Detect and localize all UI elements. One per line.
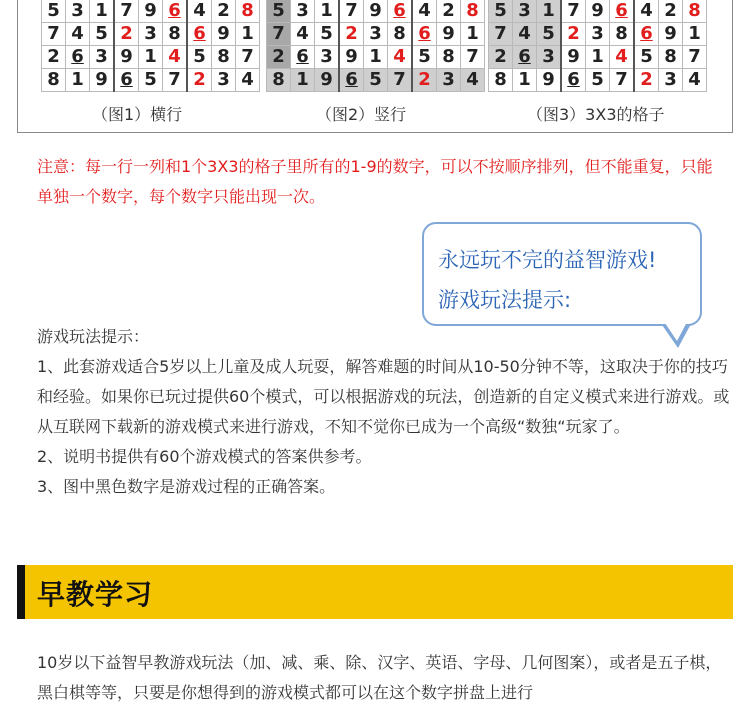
grid-cell: 9 (90, 69, 115, 92)
grid-cell: 4 (187, 0, 212, 23)
grid-cell: 8 (489, 69, 513, 92)
grid-cell: 6 (339, 69, 364, 92)
caption-boxes: （图3）3X3的格子 (527, 105, 665, 124)
tips-heading: 游戏玩法提示： (37, 327, 150, 346)
bubble-line-2: 游戏玩法提示: (438, 288, 572, 312)
grid-cell: 6 (610, 0, 635, 23)
grid-cell: 9 (315, 69, 340, 92)
grid-cell: 2 (634, 69, 659, 92)
grid-cell: 6 (187, 23, 212, 46)
grid-row (489, 0, 707, 23)
grid-cell: 3 (659, 69, 683, 92)
grid-cell: 7 (561, 0, 586, 23)
grid-cell: 9 (114, 46, 139, 69)
grid-cell: 3 (437, 69, 461, 92)
grid-cell: 6 (388, 0, 413, 23)
grid-cell: 2 (659, 0, 683, 23)
grid-cell: 5 (42, 0, 66, 23)
grid-cell: 1 (90, 0, 115, 23)
banner-accent-bar (17, 565, 25, 619)
grid-cell: 1 (236, 23, 260, 46)
grid-cell: 1 (66, 69, 90, 92)
grid-cell: 5 (187, 46, 212, 69)
grid-cell: 7 (163, 69, 188, 92)
grid-row (42, 0, 260, 23)
grid-cell: 7 (339, 0, 364, 23)
grid-cell: 8 (610, 23, 635, 46)
grid-cell: 6 (634, 23, 659, 46)
grid-cell: 7 (236, 46, 260, 69)
grid-cell: 2 (114, 23, 139, 46)
grid-cell: 9 (659, 23, 683, 46)
grid-cell: 1 (291, 69, 315, 92)
grid-cell: 5 (364, 69, 388, 92)
grid-cell: 7 (461, 46, 485, 69)
grid-row (267, 0, 485, 23)
grid-cell: 2 (412, 69, 437, 92)
section-title: 早教学习 (37, 578, 154, 611)
grid-row (489, 69, 707, 92)
grid-cell: 3 (315, 46, 340, 69)
grid-cell: 7 (42, 23, 66, 46)
speech-bubble (422, 222, 702, 326)
grid-cell: 3 (291, 0, 315, 23)
grid-cell: 4 (461, 69, 485, 92)
grid-cell: 9 (364, 0, 388, 23)
grid-cell: 1 (364, 46, 388, 69)
grid-cell: 9 (586, 0, 610, 23)
grid-cell: 5 (139, 69, 163, 92)
grid-cell: 4 (388, 46, 413, 69)
grid-cell: 6 (513, 46, 537, 69)
grid-cell: 3 (66, 0, 90, 23)
grid-cell: 6 (114, 69, 139, 92)
grid-cell: 4 (683, 69, 707, 92)
grid-cell: 5 (315, 23, 340, 46)
grid-row (489, 46, 707, 69)
grid-cell: 7 (489, 23, 513, 46)
grid-cell: 7 (610, 69, 635, 92)
grid-row (267, 69, 485, 92)
bubble-line-1: 永远玩不完的益智游戏! (438, 248, 657, 272)
grid-cell: 3 (364, 23, 388, 46)
grid-cell: 5 (90, 23, 115, 46)
grid-cell: 8 (163, 23, 188, 46)
grid-cell: 8 (659, 46, 683, 69)
tips-item-1: 1、此套游戏适合5岁以上儿童及成人玩耍，解答难题的时间从10-50分钟不等，这取决于你的技巧和经验。如果你已玩过提供60个模式，可以根据游戏的玩法，创造新的自定义模式来进行游戏。或从互联网下载新的游戏模式来进行游戏，不知不觉你已成为一个高级“数独“玩家了。 (37, 357, 730, 436)
grid-cell: 9 (139, 0, 163, 23)
sudoku-grid-columns (266, 0, 485, 92)
grid-cell: 7 (267, 23, 291, 46)
grid-cell: 6 (163, 0, 188, 23)
grid-cell: 7 (388, 69, 413, 92)
grid-cell: 5 (634, 46, 659, 69)
section-banner (17, 565, 733, 619)
grid-cell: 2 (339, 23, 364, 46)
grid-cell: 4 (610, 46, 635, 69)
grid-cell: 1 (586, 46, 610, 69)
grid-cell: 1 (537, 0, 562, 23)
grid-cell: 2 (489, 46, 513, 69)
rules-note: 注意：每一行一列和1个3X3的格子里所有的1-9的数字，可以不按顺序排列，但不能重复，只能单独一个数字，每个数字只能出现一次。 (37, 157, 713, 206)
grid-cell: 3 (537, 46, 562, 69)
grid-row (267, 46, 485, 69)
grid-cell: 1 (683, 23, 707, 46)
grid-cell: 7 (114, 0, 139, 23)
grid-cell: 4 (513, 23, 537, 46)
grid-cell: 4 (236, 69, 260, 92)
grid-cell: 4 (412, 0, 437, 23)
grid-cell: 2 (561, 23, 586, 46)
grid-cell: 9 (561, 46, 586, 69)
grid-cell: 2 (187, 69, 212, 92)
grid-cell: 8 (236, 0, 260, 23)
grid-cell: 2 (437, 0, 461, 23)
grid-cell: 4 (291, 23, 315, 46)
grid-row (42, 23, 260, 46)
grid-cell: 7 (683, 46, 707, 69)
grid-row (42, 46, 260, 69)
grid-cell: 9 (437, 23, 461, 46)
grid-cell: 4 (66, 23, 90, 46)
grid-cell: 5 (267, 0, 291, 23)
grid-cell: 1 (315, 0, 340, 23)
grid-cell: 8 (461, 0, 485, 23)
tips-section (37, 322, 737, 502)
grid-cell: 6 (66, 46, 90, 69)
grid-cell: 2 (212, 0, 236, 23)
grid-cell: 8 (267, 69, 291, 92)
tips-item-2: 2、说明书提供有60个游戏模式的答案供参考。 (37, 447, 372, 466)
sudoku-grid-rows (41, 0, 260, 92)
grid-cell: 9 (537, 69, 562, 92)
grid-row (489, 23, 707, 46)
grid-cell: 3 (586, 23, 610, 46)
grid-cell: 8 (437, 46, 461, 69)
caption-columns: （图2）竖行 (316, 105, 407, 124)
grid-cell: 5 (489, 0, 513, 23)
grid-row (42, 69, 260, 92)
grid-cell: 6 (412, 23, 437, 46)
grid-cell: 2 (42, 46, 66, 69)
grid-cell: 3 (139, 23, 163, 46)
grid-cell: 8 (388, 23, 413, 46)
grid-cell: 9 (339, 46, 364, 69)
grid-cell: 4 (163, 46, 188, 69)
grid-cell: 5 (412, 46, 437, 69)
grid-row (267, 23, 485, 46)
section-body: 10岁以下益智早教游戏玩法（加、减、乘、除、汉字、英语、字母、几何图案），或者是五子棋，黑白棋等等，只要是你想得到的游戏模式都可以在这个数字拼盘上进行 (37, 653, 722, 702)
grid-cell: 4 (634, 0, 659, 23)
grid-cell: 9 (212, 23, 236, 46)
grid-cell: 2 (267, 46, 291, 69)
grid-cell: 5 (537, 23, 562, 46)
grid-cell: 8 (212, 46, 236, 69)
grid-cell: 8 (42, 69, 66, 92)
grid-cell: 1 (139, 46, 163, 69)
grid-cell: 5 (586, 69, 610, 92)
grid-cell: 6 (291, 46, 315, 69)
caption-rows: （图1）横行 (92, 105, 183, 124)
grid-cell: 6 (561, 69, 586, 92)
grid-cell: 1 (513, 69, 537, 92)
grid-cell: 3 (90, 46, 115, 69)
grid-cell: 3 (212, 69, 236, 92)
sudoku-grid-boxes (488, 0, 707, 92)
grid-cell: 3 (513, 0, 537, 23)
grid-cell: 8 (683, 0, 707, 23)
tips-item-3: 3、图中黑色数字是游戏过程的正确答案。 (37, 477, 336, 496)
grid-cell: 1 (461, 23, 485, 46)
